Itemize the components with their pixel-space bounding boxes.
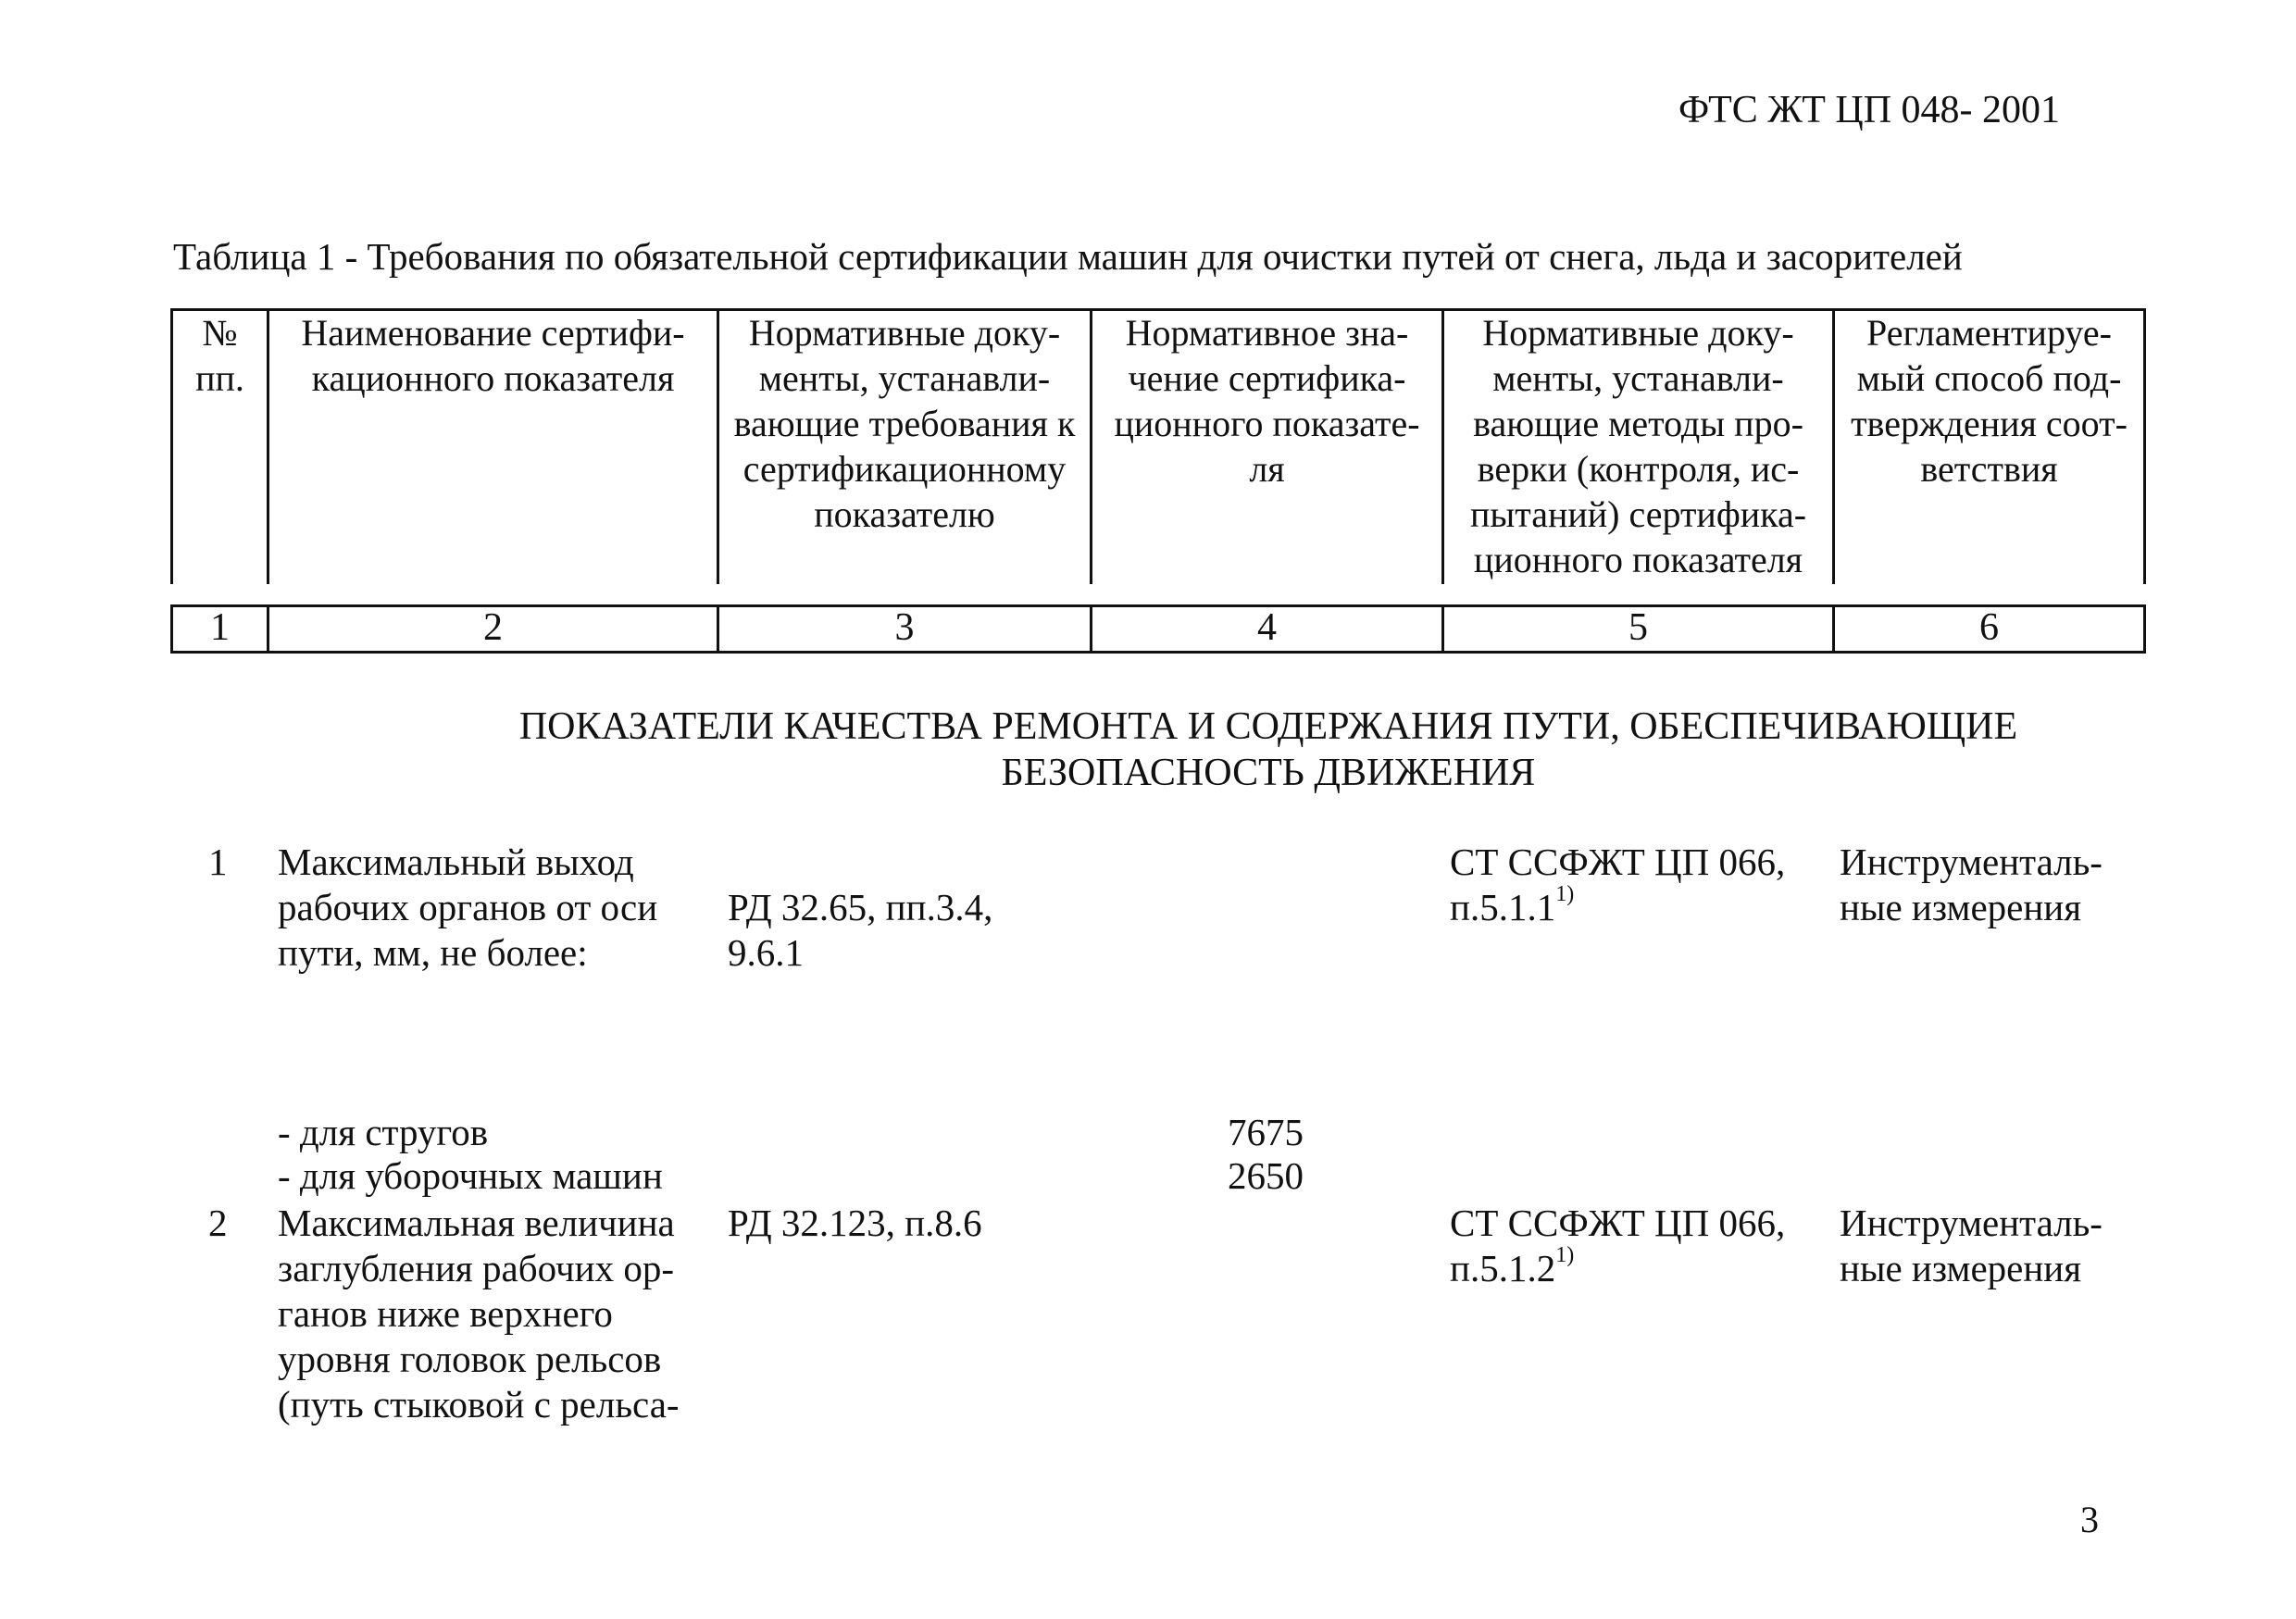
header-line: пытаний) сертифика- <box>1469 493 1807 535</box>
row-confirmation-line: Инструменталь- <box>1840 1202 2103 1244</box>
section-title-line: ПОКАЗАТЕЛИ КАЧЕСТВА РЕМОНТА И СОДЕРЖАНИЯ ПУТИ, ОБЕСПЕЧИВАЮЩИЕ <box>518 705 2018 748</box>
header-line: менты, устанавли- <box>758 357 1051 399</box>
header-line: ля <box>1249 448 1285 490</box>
row-number: 1 <box>208 841 228 883</box>
column-number: 6 <box>1979 606 1999 649</box>
row-confirmation-line: ные измерения <box>1840 886 2082 928</box>
header-line: вающие требования к <box>733 403 1076 444</box>
section-title <box>481 704 2055 796</box>
row-norm-docs-line: РД 32.123, п.8.6 <box>728 1202 982 1244</box>
footnote-mark: 1) <box>1555 1243 1575 1268</box>
row-method-docs-line: СТ ССФЖТ ЦП 066, <box>1450 1202 1786 1244</box>
subitem-value: 7675 <box>1228 1111 1304 1153</box>
header-col-method-docs <box>1444 310 1832 582</box>
row-norm-docs <box>728 885 992 976</box>
header-line: менты, устанавли- <box>1492 357 1784 399</box>
row-method-docs-text: п.5.1.1 <box>1450 886 1556 928</box>
header-line: № <box>202 312 238 354</box>
header-line: Нормативные доку- <box>1482 312 1794 354</box>
row-name <box>278 1201 680 1427</box>
row-method-docs-line <box>1450 882 1785 930</box>
row-name-line: пути, мм, не более: <box>278 931 588 974</box>
row-norm-docs-line: 9.6.1 <box>728 931 804 974</box>
document-code: ФТС ЖТ ЦП 048- 2001 <box>1678 89 2061 131</box>
table-header <box>170 308 2146 655</box>
column-number: 3 <box>894 606 915 649</box>
subitem-label: - для стругов <box>278 1111 489 1153</box>
subitem-value: 2650 <box>1228 1154 1304 1197</box>
header-line: Нормативные доку- <box>748 312 1061 354</box>
subitem-label: - для уборочных машин <box>278 1154 663 1197</box>
header-line: мый способ под- <box>1856 357 2122 399</box>
row-method-docs <box>1450 1201 1785 1291</box>
table-caption: Таблица 1 - Требования по обязательной сертификации машин для очистки путей от снега, льда и засорителей <box>173 235 1963 278</box>
column-number: 1 <box>210 606 230 649</box>
row-name-line: заглубления рабочих ор- <box>278 1247 674 1289</box>
header-col-confirmation <box>1835 310 2143 492</box>
row-name-line: (путь стыковой с рельса- <box>278 1383 680 1426</box>
row-confirmation <box>1840 1201 2103 1291</box>
header-line: ционного показате- <box>1114 403 1420 444</box>
header-line: кационного показателя <box>311 357 675 399</box>
row-confirmation <box>1840 840 2103 930</box>
header-line: верки (контроля, ис- <box>1477 448 1800 490</box>
row-number: 2 <box>208 1202 228 1244</box>
header-col-requirements-docs <box>719 310 1090 537</box>
header-line: вающие методы про- <box>1473 403 1803 444</box>
col-divider <box>2143 308 2146 584</box>
row-norm-docs <box>728 1201 982 1246</box>
page-number: 3 <box>2080 1499 2099 1540</box>
footnote-mark: 1) <box>1555 882 1575 907</box>
section-title-line: БЕЗОПАСНОСТЬ ДВИЖЕНИЯ <box>1001 752 1536 794</box>
numbering-row-bottom-border <box>170 651 2146 654</box>
header-line: тверждения соот- <box>1851 403 2128 444</box>
row-name-line: рабочих органов от оси <box>278 886 658 928</box>
column-number: 4 <box>1257 606 1277 649</box>
row-norm-docs-line: РД 32.65, пп.3.4, <box>728 886 993 928</box>
header-line: Наименование сертифи- <box>301 312 685 354</box>
row-name <box>278 840 657 976</box>
row-method-docs-text: п.5.1.2 <box>1450 1247 1556 1289</box>
header-line: показателю <box>814 493 995 535</box>
row-confirmation-line: ные измерения <box>1840 1247 2082 1289</box>
row-name-line: ганов ниже верхнего <box>278 1292 613 1335</box>
row-name-line: Максимальный выход <box>278 841 634 883</box>
header-line: Нормативное зна- <box>1125 312 1409 354</box>
header-col-norm-value <box>1092 310 1441 492</box>
row-name-line: уровня головок рельсов <box>278 1338 662 1380</box>
header-line: сертификационному <box>742 448 1067 490</box>
header-col-number <box>173 310 267 401</box>
header-line: Регламентируе- <box>1866 312 2112 354</box>
num-divider <box>2143 604 2146 654</box>
header-line: ционного показателя <box>1473 539 1803 580</box>
column-number: 5 <box>1628 606 1648 649</box>
header-col-name <box>269 310 717 401</box>
row-method-docs-line <box>1450 1243 1785 1291</box>
header-line: пп. <box>195 357 244 399</box>
row-confirmation-line: Инструменталь- <box>1840 841 2103 883</box>
row-method-docs <box>1450 840 1785 930</box>
header-line: чение сертифика- <box>1128 357 1406 399</box>
row-name-line: Максимальная величина <box>278 1202 675 1244</box>
header-line: ветствия <box>1920 448 2058 490</box>
column-number: 2 <box>483 606 503 649</box>
row-method-docs-line: СТ ССФЖТ ЦП 066, <box>1450 841 1786 883</box>
